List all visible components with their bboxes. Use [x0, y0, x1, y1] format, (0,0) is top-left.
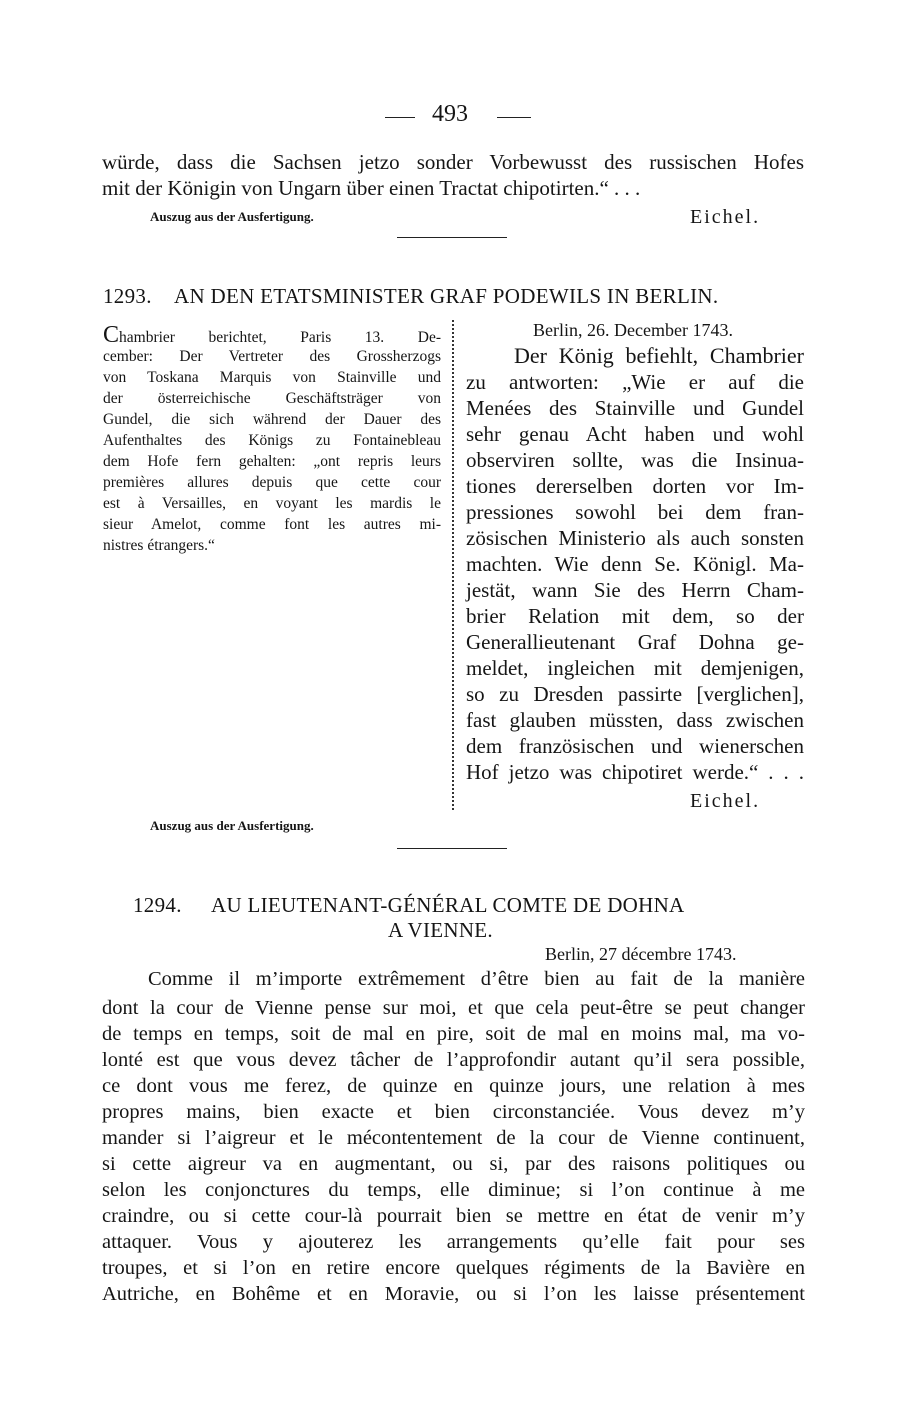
body-line: machten. Wie denn Se. Königl. Ma-: [466, 552, 804, 576]
body-line: lonté est que vous devez tâcher de l’approfondir autant qu’il sera possible,: [102, 1049, 805, 1071]
body-line: selon les conjonctures du temps, elle diminue; si l’on continue à me: [102, 1179, 805, 1201]
summary-line: Aufenthaltes des Königs zu Fontainebleau: [103, 432, 441, 449]
body-line: mander si l’aigreur et le mécontentement de la cour de Vienne continuent,: [102, 1127, 805, 1149]
summary-line: cember: Der Vertreter des Grossherzogs: [103, 348, 441, 365]
body-line: so zu Dresden passirte [verglichen],: [466, 682, 804, 706]
signature: Eichel.: [690, 206, 761, 228]
summary-line: nistres étrangers.“: [103, 537, 215, 554]
section-rule: [397, 237, 507, 238]
letter-number: 1293.: [103, 284, 152, 308]
opening-line: würde, dass die Sachsen jetzo sonder Vorbewusst des russischen Hofes: [102, 150, 804, 174]
summary-line: dem Hofe fern gehalten: „ont repris leurs: [103, 453, 441, 470]
body-line: zu antworten: „Wie er auf die: [466, 370, 804, 394]
summary-line: von Toskana Marquis von Stainville und: [103, 369, 441, 386]
header-rule-right: [497, 117, 531, 118]
column-divider: [452, 320, 454, 810]
body-line: fast glauben müssten, dass zwischen: [466, 708, 804, 732]
summary-line: Chambrier berichtet, Paris 13. De-: [103, 322, 441, 348]
summary-line: der österreichische Geschäftsträger von: [103, 390, 441, 407]
summary-line: Gundel, die sich während der Dauer des: [103, 411, 441, 428]
body-line: sehr genau Acht haben und wohl: [466, 422, 804, 446]
body-line: pressiones sowohl bei dem fran-: [466, 500, 804, 524]
summary-line: est à Versailles, en voyant les mardis le: [103, 495, 441, 512]
body-line: Menées des Stainville und Gundel: [466, 396, 804, 420]
letter-heading: AU LIEUTENANT-GÉNÉRAL COMTE DE DOHNA: [211, 893, 685, 917]
body-line: tiones dererselben dorten vor Im-: [466, 474, 804, 498]
body-line: Generallieutenant Graf Dohna ge-: [466, 630, 804, 654]
body-line: si cette aigreur va en augmentant, ou si, par des raisons politiques ou: [102, 1153, 805, 1175]
summary-line: premières allures depuis que cette cour: [103, 474, 441, 491]
letter-number: 1294.: [133, 893, 182, 917]
body-line: brier Relation mit dem, so der: [466, 604, 804, 628]
body-line: Hof jetzo was chipotiret werde.“ . . .: [466, 760, 804, 784]
letter-heading: AN DEN ETATSMINISTER GRAF PODEWILS IN BERLIN.: [174, 284, 719, 308]
body-line: de temps en temps, soit de mal en pire, soit de mal en moins mal, ma vo-: [102, 1023, 805, 1045]
body-line: observiren sollte, was die Insinua-: [466, 448, 804, 472]
source-note: Auszug aus der Ausfertigung.: [150, 209, 314, 224]
body-line: jestät, wann Sie des Herrn Cham-: [466, 578, 804, 602]
body-line: meldet, ingleichen mit demjenigen,: [466, 656, 804, 680]
opening-line: mit der Königin von Ungarn über einen Tractat chipotirten.“ . . .: [102, 176, 641, 200]
body-line: ce dont vous me ferez, de quinze en quinze jours, une relation à mes: [102, 1075, 805, 1097]
body-line: troupes, et si l’on en retire encore quelques régiments de la Bavière en: [102, 1257, 805, 1279]
body-line: dont la cour de Vienne pense sur moi, et que cela peut-être se peut changer: [102, 997, 805, 1019]
page-number: 493: [432, 101, 468, 127]
summary-line: sieur Amelot, comme font les autres mi-: [103, 516, 441, 533]
section-rule: [397, 848, 507, 849]
body-line: zösischen Ministerio als auch sonsten: [466, 526, 804, 550]
dateline: Berlin, 26. December 1743.: [533, 320, 733, 340]
dateline: Berlin, 27 décembre 1743.: [545, 944, 737, 964]
body-line: Der König befiehlt, Chambrier: [514, 343, 804, 368]
letter-heading-continued: A VIENNE.: [388, 918, 493, 942]
body-line: Autriche, en Bohême et en Moravie, ou si l’on les laisse présentement: [102, 1283, 805, 1305]
body-line: attaquer. Vous y ajouterez les arrangements qu’elle fait pour ses: [102, 1231, 805, 1253]
body-line: Comme il m’importe extrêmement d’être bien au fait de la manière: [148, 968, 805, 990]
body-line: craindre, ou si cette cour-là pourrait bien se mettre en état de venir m’y: [102, 1205, 805, 1227]
body-line: dem französischen und wienerschen: [466, 734, 804, 758]
body-line: propres mains, bien exacte et bien circonstanciée. Vous devez m’y: [102, 1101, 805, 1123]
signature: Eichel.: [690, 790, 761, 812]
source-note: Auszug aus der Ausfertigung.: [150, 818, 314, 833]
